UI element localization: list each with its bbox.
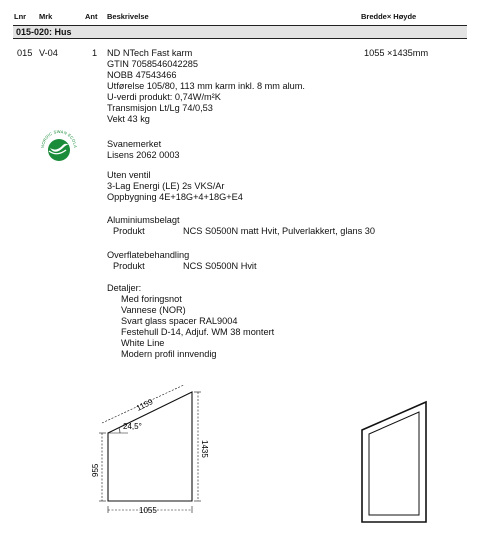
ventil-line: Oppbygning 4E+18G+4+18G+E4 [107,192,243,202]
item-size: 1055 ×1435mm [364,48,429,58]
aluminium-title: Aluminiumsbelagt [107,215,180,225]
ventil-line: Uten ventil [107,170,151,180]
item-lnr: 015 [17,48,33,58]
spec-line: NOBB 47543466 [107,70,177,80]
overflate-value: NCS S0500N Hvit [183,261,257,271]
dim-bottom-label: 1055 [139,506,157,515]
frame-outline [108,392,192,501]
svanemerket-block [107,139,180,161]
ventil-block [107,170,243,203]
ventil-line: 3-Lag Energi (LE) 2s VKS/Ar [107,181,225,191]
aluminium-value: NCS S0500N matt Hvit, Pulverlakkert, glans 30 [183,226,375,236]
window-elevation-drawing [360,400,430,525]
nordic-swan-logo [37,126,81,166]
dim-left-label: 955 [91,463,100,477]
detaljer-item: Festehull D-14, Adjuf. WM 38 montert [121,327,275,337]
section-title: 015-020: Hus [16,27,72,37]
col-header-dims: Bredde× Høyde [361,12,417,21]
col-header-lnr: Lnr [14,12,27,21]
spec-line: Transmisjon Lt/Lg 74/0,53 [107,103,213,113]
dim-right-label: 1435 [200,440,209,458]
col-header-beskrivelse: Beskrivelse [107,12,149,21]
item-mrk: V-04 [39,48,58,58]
svanemerket-line: Svanemerket [107,139,162,149]
dim-top-label: 1159 [134,397,155,413]
section-bar [13,25,467,39]
detaljer-item: White Line [121,338,165,348]
window-dimension-drawing [90,385,220,525]
detaljer-item: Med foringsnot [121,294,182,304]
item-ant: 1 [92,48,98,58]
col-header-mrk: Mrk [39,12,53,21]
col-header-ant: Ant [85,12,98,21]
detaljer-item: Svart glass spacer RAL9004 [121,316,238,326]
spec-line: U-verdi produkt: 0,74W/m²K [107,92,221,102]
spec-line: GTIN 7058546042285 [107,59,198,69]
detaljer-title: Detaljer: [107,283,142,293]
detaljer-block [107,283,274,360]
spec-list [107,59,305,125]
overflate-title: Overflatebehandling [107,250,190,260]
aluminium-block [107,215,427,237]
item-name: ND NTech Fast karm [107,48,193,58]
spec-line: Utførelse 105/80, 113 mm karm inkl. 8 mm alum. [107,81,305,91]
aluminium-key: Produkt [113,226,145,236]
svanemerket-line: Lisens 2062 0003 [107,150,180,160]
spec-line: Vekt 43 kg [107,114,150,124]
logo-text: NORDIC SWAN ECOLA [39,128,79,149]
dim-angle-label: 24,5° [123,422,142,431]
overflate-key: Produkt [113,261,145,271]
detaljer-item: Vannese (NOR) [121,305,186,315]
overflate-block [107,250,427,272]
detaljer-item: Modern profil innvendig [121,349,217,359]
